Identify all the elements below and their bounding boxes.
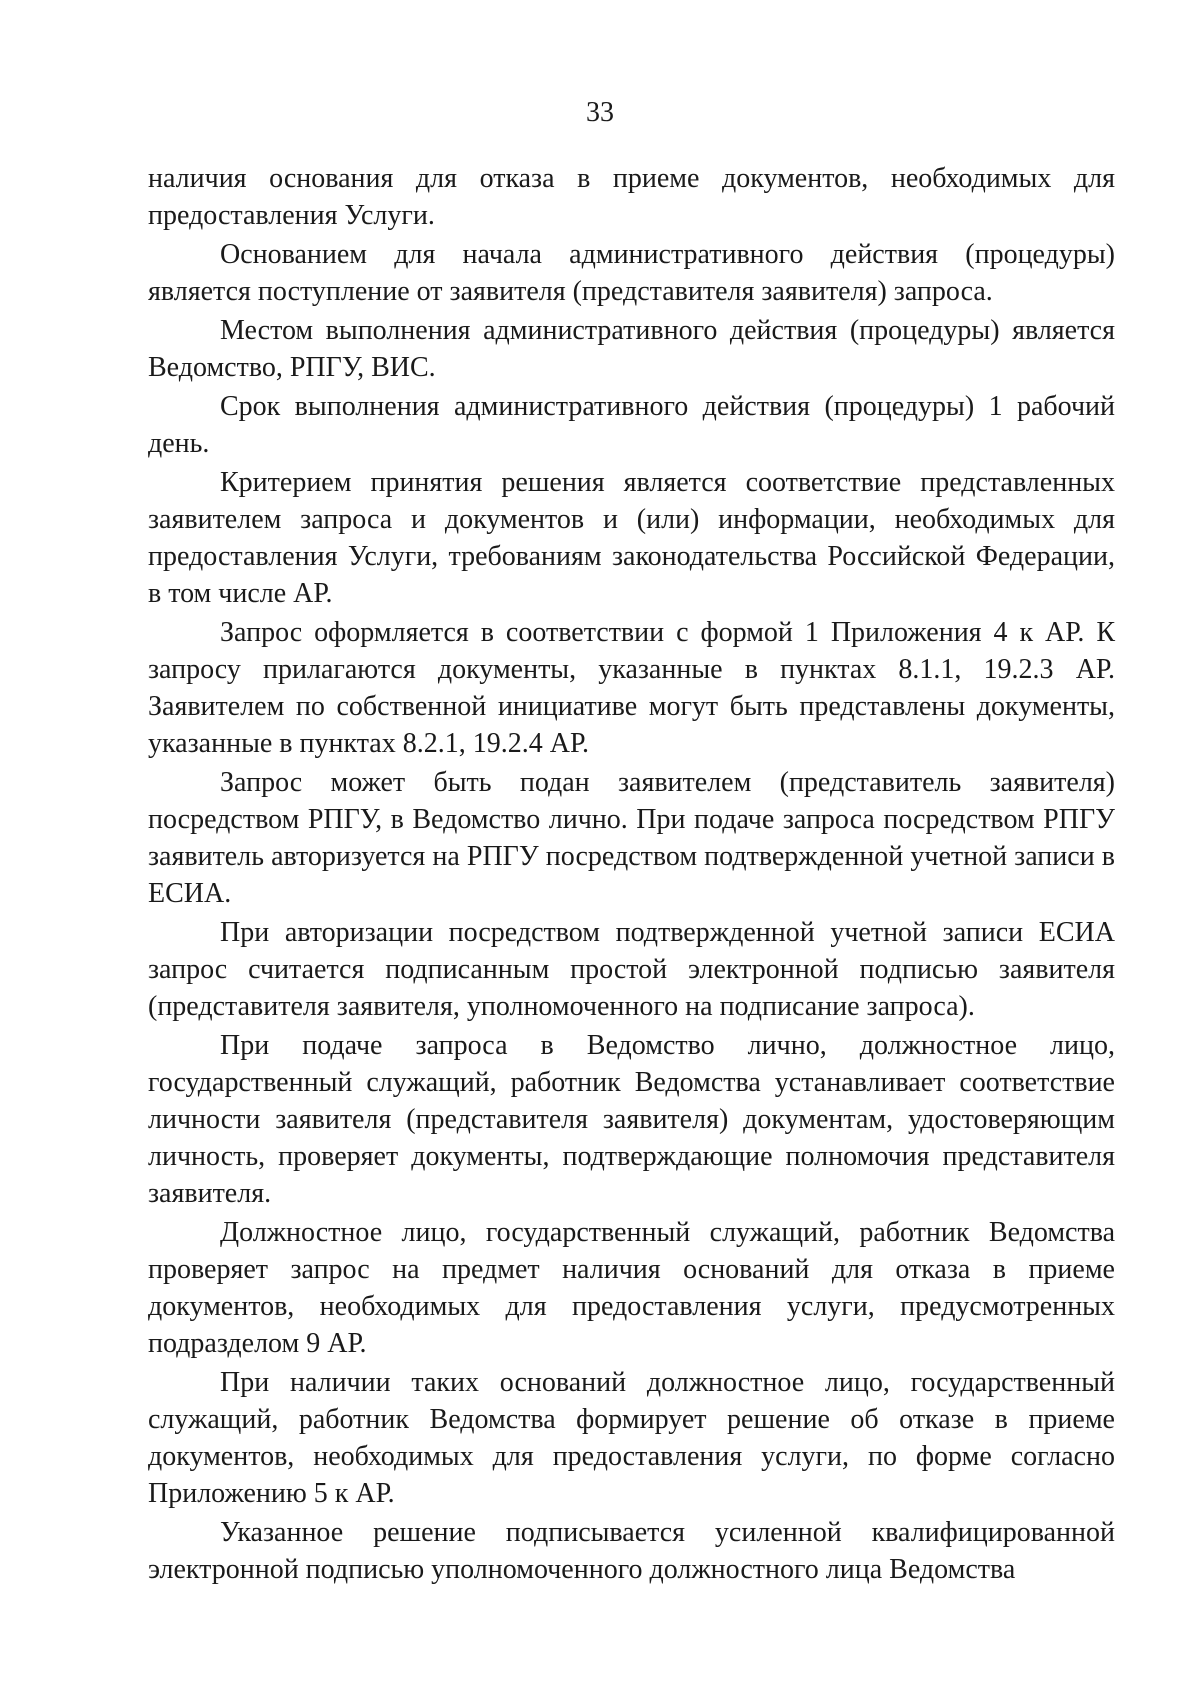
document-body xyxy=(148,160,1115,1590)
paragraph-place: Местом выполнения административного действия (процедуры) является Ведомство, РПГУ, ВИС. xyxy=(148,315,1115,383)
paragraph-signature: Указанное решение подписывается усиленной квалифицированной электронной подписью уполномоченного должностного лица Ведомства xyxy=(148,1517,1115,1585)
paragraph-term: Срок выполнения административного действия (процедуры) 1 рабочий день. xyxy=(148,391,1115,459)
paragraph-criterion: Критерием принятия решения является соответствие представленных заявителем запроса и документов и (или) информации, необходимых для предоставления Услуги, требованиям законодательства Российской Федерации, в том числе АР. xyxy=(148,467,1115,609)
paragraph-request-form: Запрос оформляется в соответствии с формой 1 Приложения 4 к АР. К запросу прилагаются документы, указанные в пунктах 8.1.1, 19.2.3 АР. Заявителем по собственной инициативе могут быть представлены документы, указанные в пунктах 8.2.1, 19.2.4 АР. xyxy=(148,617,1115,759)
paragraph-in-person: При подаче запроса в Ведомство лично, должностное лицо, государственный служащий, работник Ведомства устанавливает соответствие личности заявителя (представителя заявителя) документам, удостоверяющим личность, проверяет документы, подтверждающие полномочия представителя заявителя. xyxy=(148,1030,1115,1209)
paragraph-continuation: наличия основания для отказа в приеме документов, необходимых для предоставления Услуги. xyxy=(148,163,1115,231)
paragraph-basis: Основанием для начала административного действия (процедуры) является поступление от заявителя (представителя заявителя) запроса. xyxy=(148,239,1115,307)
paragraph-refusal: При наличии таких оснований должностное лицо, государственный служащий, работник Ведомства формирует решение об отказе в приеме документов, необходимых для предоставления услуги, по форме согласно Приложению 5 к АР. xyxy=(148,1367,1115,1509)
paragraph-authorization: При авторизации посредством подтвержденной учетной записи ЕСИА запрос считается подписанным простой электронной подписью заявителя (представителя заявителя, уполномоченного на подписание запроса). xyxy=(148,917,1115,1022)
paragraph-submission: Запрос может быть подан заявителем (представитель заявителя) посредством РПГУ, в Ведомство лично. При подаче запроса посредством РПГУ заявитель авторизуется на РПГУ посредством подтвержденной учетной записи в ЕСИА. xyxy=(148,767,1115,909)
page-number: 33 xyxy=(586,97,614,128)
paragraph-check: Должностное лицо, государственный служащий, работник Ведомства проверяет запрос на предмет наличия оснований для отказа в приеме документов, необходимых для предоставления услуги, предусмотренных подразделом 9 АР. xyxy=(148,1217,1115,1359)
